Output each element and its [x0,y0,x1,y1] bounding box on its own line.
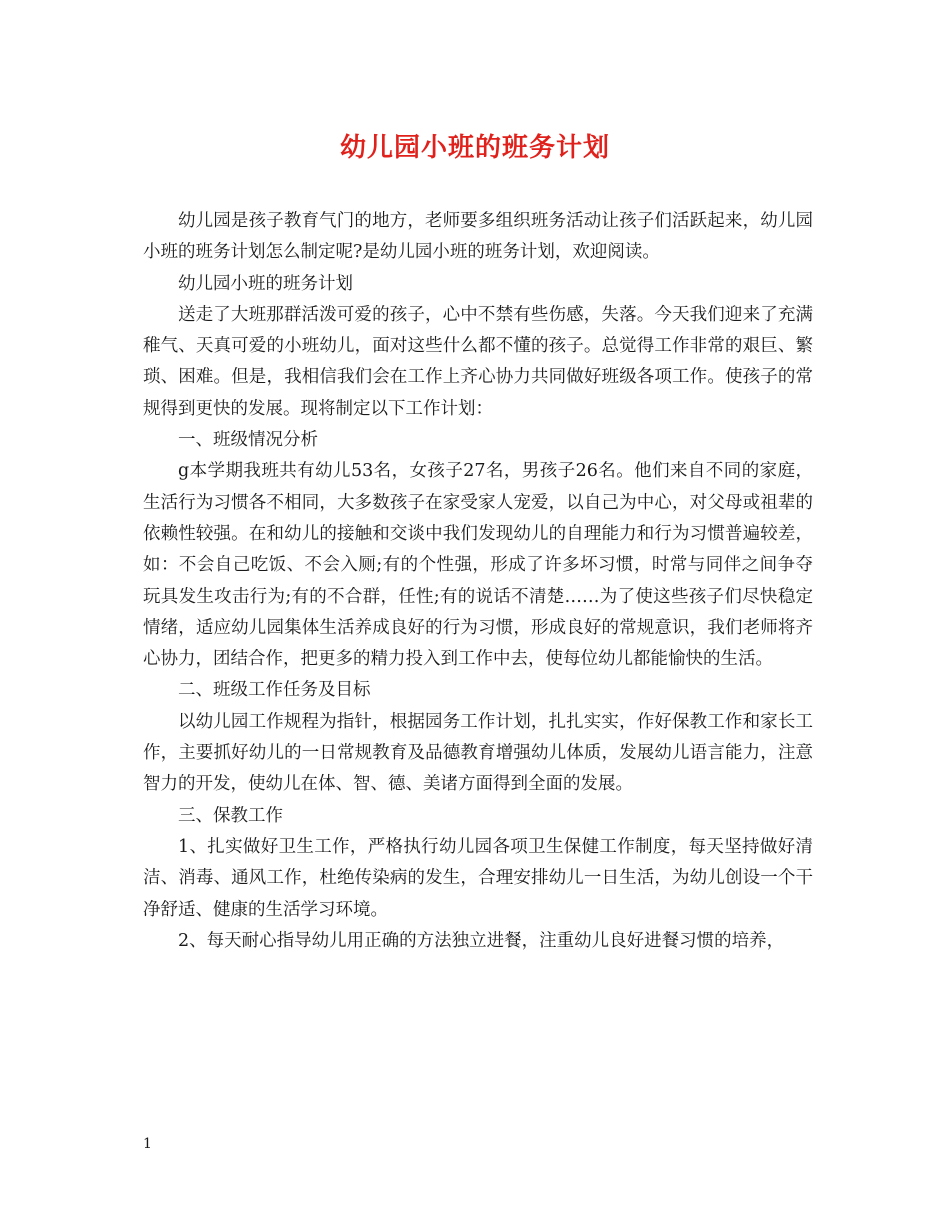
paragraph-subtitle: 幼儿园小班的班务计划 [178,273,353,294]
page-title: 幼儿园小班的班务计划 [339,133,610,163]
paragraph-opening: 送走了大班那群活泼可爱的孩子，心中不禁有些伤感，失落。今天我们迎来了充满稚气、天真可爱的小班幼儿，面对这些什么都不懂的孩子。总觉得工作非常的艰巨、繁琐、困难。但是，我相信我们会在工作上齐心协力共同做好班级各项工作。使孩子的常规得到更快的发展。现将制定以下工作计划： [143,304,813,419]
section-heading-2: 二、班级工作任务及目标 [178,680,371,701]
paragraph-class-analysis: g本学期我班共有幼儿53名，女孩子27名，男孩子26名。他们来自不同的家庭，生活行为习惯各不相同，大多数孩子在家受家人宠爱，以自己为中心，对父母或祖辈的依赖性较强。在和幼儿的接触和交谈中我们发现幼儿的自理能力和行为习惯普遍较差，如：不会自己吃饭、不会入厕;有的个性强，形成了许多坏习惯，时常与同伴之间争夺玩具发生攻击行为;有的不合群，任性;有的说话不清楚……为了使这些孩子们尽快稳定情绪，适应幼儿园集体生活养成良好的行为习惯，形成良好的常规意识，我们老师将齐心协力，团结合作，把更多的精力投入到工作中去，使每位幼儿都能愉快的生活。 [143,461,813,670]
section-heading-1: 一、班级情况分析 [178,430,318,451]
section-heading-3: 三、保教工作 [178,805,283,826]
paragraph-hygiene: 1、扎实做好卫生工作，严格执行幼儿园各项卫生保健工作制度，每天坚持做好清洁、消毒、通风工作，杜绝传染病的发生，合理安排幼儿一日生活，为幼儿创设一个干净舒适、健康的生活学习环境。 [143,836,813,920]
paragraph-intro: 幼儿园是孩子教育气门的地方，老师要多组织班务活动让孩子们活跃起来，幼儿园小班的班务计划怎么制定呢?是幼儿园小班的班务计划，欢迎阅读。 [143,211,813,263]
document-body [143,206,813,957]
page-number: 1 [143,1136,152,1152]
paragraph-dining: 2、每天耐心指导幼儿用正确的方法独立进餐，注重幼儿良好进餐习惯的培养， [178,930,785,951]
paragraph-tasks-goals: 以幼儿园工作规程为指针，根据园务工作计划，扎扎实实，作好保教工作和家长工作，主要抓好幼儿的一日常规教育及品德教育增强幼儿体质，发展幼儿语言能力，注意智力的开发，使幼儿在体、智、德、美诸方面得到全面的发展。 [143,711,813,795]
